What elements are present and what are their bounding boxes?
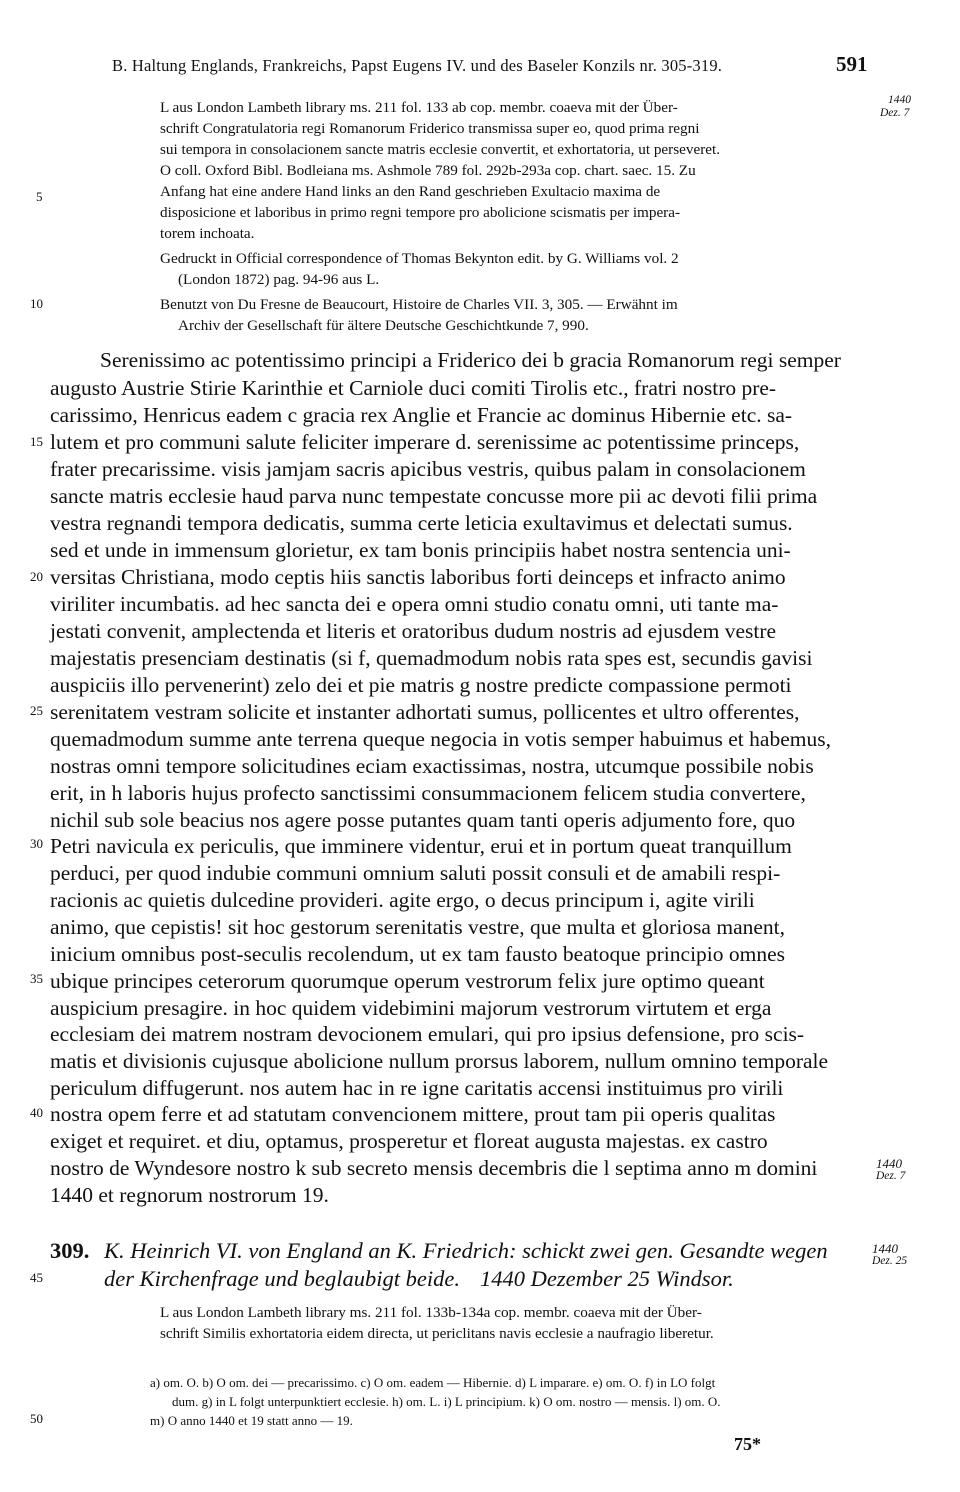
main-text-line: quemadmodum summe ante terrena queque negocia in votis semper habuimus et habemus, xyxy=(50,727,831,751)
main-text-line: sed et unde in immensum glorietur, ex tam bonis principiis habet nostra sentencia uni- xyxy=(50,538,791,562)
line-number: 45 xyxy=(30,1270,43,1285)
main-text-line: jestati convenit, amplectenda et literis et oratoribus dudum nostris ad ejusdem vestre xyxy=(50,619,777,643)
main-text-line: nostras omni tempore solicitudines eciam exactissimas, nostra, utcumque possibile nobis xyxy=(50,754,814,778)
source-note-line: L aus London Lambeth library ms. 211 fol. 133 ab cop. membr. coaeva mit der Über- xyxy=(160,99,678,116)
main-text-line: erit, in h laboris hujus profecto sanctissimi consummacionem felicem studia convertere, xyxy=(50,781,806,805)
signature-mark: 75* xyxy=(734,1434,761,1454)
line-number: 40 xyxy=(30,1105,43,1120)
running-header: B. Haltung Englands, Frankreichs, Papst Eugens IV. und des Baseler Konzils nr. 305-319. xyxy=(112,56,723,75)
main-text-line: vestra regnandi tempora dedicatis, summa certe leticia exultavimus et delectati sumus. xyxy=(50,511,793,535)
main-text-line: inicium omnibus post-seculis recolendum, ut ex tam fausto beatoque principio omnes xyxy=(50,942,786,966)
main-text-line: animo, que cepistis! sit hoc gestorum serenitatis vestre, que multa et gloriosa manent, xyxy=(50,915,785,939)
main-text-line: ubique principes ceterorum quorumque operum vestrorum felix jure optimo queant xyxy=(50,969,765,993)
margin-date-3 xyxy=(872,1242,907,1268)
main-text-line: augusto Austrie Stirie Karinthie et Carniole duci comiti Tirolis etc., fratri nostro pre- xyxy=(50,376,777,400)
margin-date-2 xyxy=(876,1157,905,1183)
source-note-line: (London 1872) pag. 94-96 aus L. xyxy=(178,271,380,288)
source-note-line: disposicione et laboribus in primo regni tempore pro abolicione scismatis per impera- xyxy=(160,204,681,221)
line-number: 25 xyxy=(30,703,43,718)
source-note-line: L aus London Lambeth library ms. 211 fol. 133b-134a cop. membr. coaeva mit der Über- xyxy=(160,1304,702,1321)
line-number: 30 xyxy=(30,836,43,851)
source-note-line: Archiv der Gesellschaft für ältere Deutsche Geschichtkunde 7, 990. xyxy=(178,317,589,334)
document-title-line: K. Heinrich VI. von England an K. Friedrich: schickt zwei gen. Gesandte wegen xyxy=(104,1238,828,1263)
line-number: 50 xyxy=(30,1411,43,1426)
main-text-line: periculum diffugerunt. nos autem hac in re igne caritatis accensi instituimus pro virili xyxy=(50,1076,784,1100)
main-text-line: viriliter incumbatis. ad hec sancta dei e opera omni studio conatu omni, uti tante ma- xyxy=(50,592,779,616)
main-text-line: racionis ac quietis dulcedine provideri. agite ergo, o decus principum i, agite virili xyxy=(50,888,755,912)
line-number: 5 xyxy=(36,189,43,204)
line-number: 20 xyxy=(30,569,43,584)
main-text-line: nostro de Wyndesore nostro k sub secreto mensis decembris die l septima anno m domini xyxy=(50,1156,818,1180)
margin-date-3-day: Dez. 25 xyxy=(872,1255,908,1267)
main-text-line: majestatis presenciam destinatis (si f, quemadmodum nobis rata spes est, secundis gavisi xyxy=(50,646,813,670)
margin-date-3-year: 1440 xyxy=(872,1241,898,1256)
source-note-line: Anfang hat eine andere Hand links an den Rand geschrieben Exultacio maxima de xyxy=(160,183,661,200)
line-number: 15 xyxy=(30,434,43,449)
footnote-line: a) om. O. b) O om. dei — precarissimo. c) O om. eadem — Hibernie. d) L imparare. e) om. O. f) in LO folgt xyxy=(150,1375,716,1390)
margin-date-2-year: 1440 xyxy=(876,1156,902,1171)
main-text-line: carissimo, Henricus eadem c gracia rex Anglie et Francie ac dominus Hibernie etc. sa- xyxy=(50,403,793,427)
document-date: 1440 Dezember 25 Windsor. xyxy=(480,1266,734,1291)
main-text-line: sancte matris ecclesie haud parva nunc tempestate concusse more pii ac devoti filii prima xyxy=(50,484,818,508)
source-note-line: torem inchoata. xyxy=(160,225,255,242)
main-text-line: nichil sub sole beacius nos agere posse putantes quam tanti operis adjumento fore, quo xyxy=(50,808,796,832)
main-text-line: versitas Christiana, modo ceptis hiis sanctis laboribus forti deinceps et infracto animo xyxy=(50,565,786,589)
source-note-line: schrift Congratulatoria regi Romanorum Friderico transmissa super eo, quod prima regni xyxy=(160,120,700,137)
main-text-line: frater precarissime. visis jamjam sacris apicibus vestris, quibus palam in consolacionem xyxy=(50,457,806,481)
source-note-line: schrift Similis exhortatoria eidem directa, ut periclitans navis ecclesie a naufragio liberetur. xyxy=(160,1325,714,1342)
line-number: 10 xyxy=(30,296,43,311)
margin-date-1-day: Dez. 7 xyxy=(880,107,910,119)
main-text-line: Serenissimo ac potentissimo principi a Friderico dei b gracia Romanorum regi semper xyxy=(100,348,841,372)
footnote-line: dum. g) in L folgt unterpunktiert ecclesie. h) om. L. i) L principium. k) O om. nostro — mensis. l) om. O. xyxy=(172,1394,721,1409)
main-text-line: auspicium presagire. in hoc quidem videbimini majorum vestrorum virtutem et erga xyxy=(50,996,772,1020)
source-note-line: Benutzt von Du Fresne de Beaucourt, Histoire de Charles VII. 3, 305. — Erwähnt im xyxy=(160,296,678,313)
document-number: 309. xyxy=(50,1238,90,1263)
main-text-line: nostra opem ferre et ad statutam convencionem mittere, prout tam pii operis qualitas xyxy=(50,1102,776,1126)
margin-date-1 xyxy=(880,94,911,120)
main-text-line: serenitatem vestram solicite et instanter adhortati sumus, pollicentes et ultro offerentes, xyxy=(50,700,800,724)
main-text-line: 1440 et regnorum nostrorum 19. xyxy=(50,1183,329,1207)
source-note-line: O coll. Oxford Bibl. Bodleiana ms. Ashmole 789 fol. 292b-293a cop. chart. saec. 15. Zu xyxy=(160,162,696,179)
document-title-line: der Kirchenfrage und beglaubigt beide. xyxy=(104,1266,460,1291)
main-text-line: lutem et pro communi salute feliciter imperare d. serenissime ac potentissime princeps, xyxy=(50,430,800,454)
page-number: 591 xyxy=(836,52,868,76)
margin-date-2-day: Dez. 7 xyxy=(876,1170,906,1182)
source-note-line: sui tempora in consolacionem sancte matris ecclesie convertit, et exhortatoria, ut perseveret. xyxy=(160,141,721,158)
main-text-line: perduci, per quod indubie communi omnium saluti possit consuli et de amabili respi- xyxy=(50,861,781,885)
line-number: 35 xyxy=(30,971,43,986)
main-text-line: exiget et requiret. et diu, optamus, prosperetur et floreat augusta majestas. ex castro xyxy=(50,1129,768,1153)
main-text-line: Petri navicula ex periculis, que imminere videntur, erui et in portum queat tranquillum xyxy=(50,834,792,858)
main-text-line: auspiciis illo pervenerint) zelo dei et pie matris g nostre predicte compassione permoti xyxy=(50,673,792,697)
main-text-line: matis et divisionis cujusque abolicione nullum prorsus laborem, nullum omnino temporale xyxy=(50,1049,829,1073)
margin-date-1-year: 1440 xyxy=(888,94,911,106)
footnote-line: m) O anno 1440 et 19 statt anno — 19. xyxy=(150,1413,353,1428)
source-note-line: Gedruckt in Official correspondence of Thomas Bekynton edit. by G. Williams vol. 2 xyxy=(160,250,679,267)
main-text-line: ecclesiam dei matrem nostram devocionem emulari, qui pro ipsius defensione, pro scis- xyxy=(50,1022,805,1046)
